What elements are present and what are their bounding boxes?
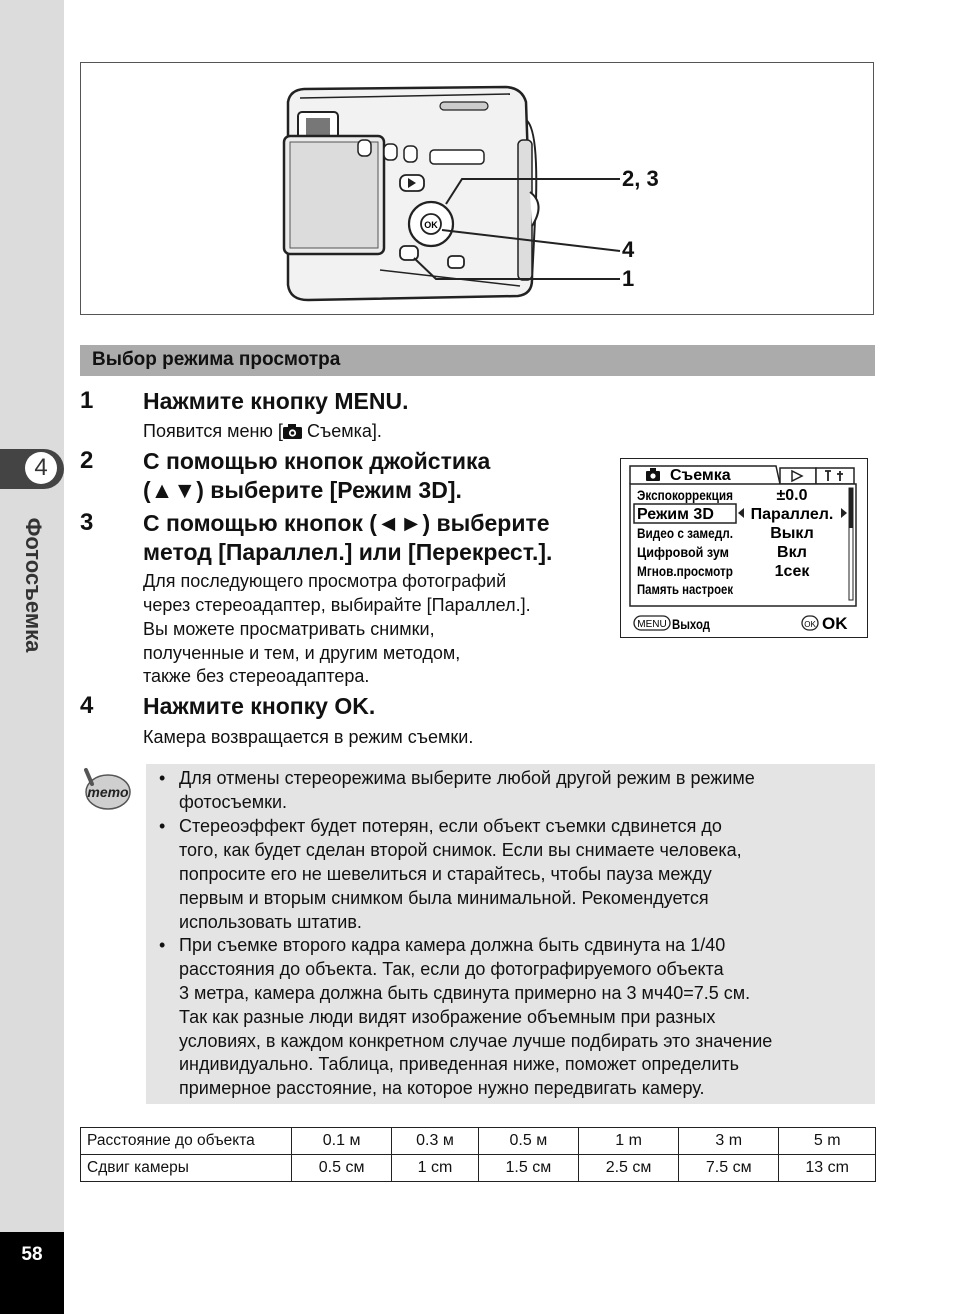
- table-row: [81, 1155, 876, 1182]
- camera-illustration: [270, 80, 630, 310]
- table-cell: 0.1 м: [292, 1128, 392, 1155]
- memo-item-2-line4: первым и вторым снимком была минимальной. Рекомендуется: [179, 888, 709, 908]
- memo-item-2-line2: того, как будет сделан второй снимок. Если вы снимаете человека,: [179, 840, 742, 860]
- callout-2-3: 2, 3: [622, 166, 659, 191]
- table-cell: 0.3 м: [392, 1128, 479, 1155]
- table-cell: 13 cm: [779, 1155, 876, 1182]
- step-1-desc: Появится меню [ Съемка].: [143, 421, 382, 441]
- menu-item-label: Мгнов.просмотр: [637, 563, 733, 579]
- menu-item-label: Память настроек: [637, 581, 734, 597]
- memo-item-3-line2: расстояния до объекта. Так, если до фотографируемого объекта: [179, 959, 724, 979]
- menu-item-label: Видео с замедл.: [637, 525, 733, 541]
- menu-footer-ok: OK: [822, 614, 848, 633]
- step-2-title-line1: С помощью кнопок джойстика: [143, 448, 491, 474]
- menu-item-value: Выкл: [770, 525, 814, 542]
- distance-table: [80, 1127, 876, 1182]
- ok-button-label: OK: [424, 220, 438, 230]
- step-1-number: 1: [80, 387, 94, 414]
- menu-footer-exit: Выход: [672, 616, 711, 632]
- chapter-number: 4: [25, 452, 57, 484]
- step-4-title: Нажмите кнопку OK.: [143, 693, 376, 719]
- menu-item-label: Экспокоррекция: [637, 487, 733, 503]
- memo-icon-label: memo: [87, 784, 129, 800]
- table-cell: 0.5 см: [292, 1155, 392, 1182]
- step-2-title-line2: (▲▼) выберите [Режим 3D].: [143, 477, 462, 503]
- table-row: [81, 1128, 876, 1155]
- table-row-header: Сдвиг камеры: [81, 1155, 292, 1182]
- step-3-number: 3: [80, 509, 94, 536]
- memo-item-1-line1: Для отмены стереорежима выберите любой другой режим в режиме: [179, 768, 755, 788]
- memo-bullet: •: [159, 768, 166, 788]
- ok-key-label: OK: [804, 620, 816, 629]
- step-3-title-line2: метод [Параллел.] или [Перекрест.].: [143, 539, 553, 565]
- step-3-desc-line2: через стереоадаптер, выбирайте [Параллел.].: [143, 595, 531, 615]
- table-cell: 3 m: [679, 1128, 779, 1155]
- menu-tab-title: Съемка: [670, 467, 731, 484]
- chapter-title: Фотосъемка: [21, 517, 46, 653]
- table-cell: 1 m: [578, 1128, 678, 1155]
- step-3-desc-line3: Вы можете просматривать снимки,: [143, 619, 435, 639]
- memo-bullet: •: [159, 816, 166, 836]
- menu-item-value: Вкл: [777, 544, 807, 561]
- table-cell: 1 cm: [392, 1155, 479, 1182]
- step-2-number: 2: [80, 447, 94, 474]
- menu-tab-playback: [780, 468, 816, 484]
- memo-item-2-line3: попросите его не шевелиться и старайтесь, чтобы пауза между: [179, 864, 712, 884]
- menu-item-label: Режим 3D: [637, 506, 714, 523]
- memo-item-3-line4: Так как разные люди видят изображение объемным при разных: [179, 1007, 716, 1027]
- menu-item-value: 1сек: [774, 563, 810, 580]
- menu-item-value: Параллел.: [750, 506, 834, 523]
- step-3-title-line1: С помощью кнопок (◄►) выберите: [143, 510, 550, 536]
- camera-icon: [283, 424, 302, 439]
- menu-screen-graphic: [620, 458, 868, 638]
- menu-tab-settings: [816, 468, 854, 484]
- table-cell: 0.5 м: [478, 1128, 578, 1155]
- memo-item-2-line1: Стереоэффект будет потерян, если объект съемки сдвинется до: [179, 816, 722, 836]
- callout-4: 4: [622, 237, 635, 262]
- table-row-header: Расстояние до объекта: [81, 1128, 292, 1155]
- memo-item-3-line5: условиях, в каждом конкретном случае лучше подбирать это значение: [179, 1031, 773, 1051]
- menu-item-value: ±0.0: [776, 487, 808, 504]
- table-cell: 2.5 см: [578, 1155, 678, 1182]
- step-3-desc-line1: Для последующего просмотра фотографий: [143, 571, 507, 591]
- section-title: Выбор режима просмотра: [92, 349, 341, 370]
- memo-item-3-line6: индивидуально. Таблица, приведенная ниже, поможет определить: [179, 1054, 740, 1074]
- memo-item-2-line5: использовать штатив.: [179, 912, 362, 932]
- step-3-desc-line4: полученные и тем, и другим методом,: [143, 643, 461, 663]
- step-4-desc: Камера возвращается в режим съемки.: [143, 727, 474, 747]
- table-cell: 1.5 см: [478, 1155, 578, 1182]
- memo-item-3-line7: примерное расстояние, на которое нужно передвигать камеру.: [179, 1078, 705, 1098]
- memo-item-3-line1: При съемке второго кадра камера должна быть сдвинута на 1/40: [179, 935, 726, 955]
- table-cell: 5 m: [779, 1128, 876, 1155]
- step-3-desc-line5: также без стереоадаптера.: [143, 666, 370, 686]
- step-1-title: Нажмите кнопку MENU.: [143, 388, 409, 414]
- memo-item-1-line2: фотосъемки.: [179, 792, 288, 812]
- memo-bullet: •: [159, 935, 166, 955]
- menu-item-label: Цифровой зум: [637, 544, 729, 560]
- memo-item-3-line3: 3 метра, камера должна быть сдвинута примерно на 3 мч40=7.5 см.: [179, 983, 751, 1003]
- table-cell: 7.5 см: [679, 1155, 779, 1182]
- memo-icon: [80, 766, 132, 812]
- menu-key-label: MENU: [637, 619, 667, 630]
- step-4-number: 4: [80, 692, 94, 719]
- callout-1: 1: [622, 266, 635, 291]
- page-number: 58: [21, 1244, 43, 1265]
